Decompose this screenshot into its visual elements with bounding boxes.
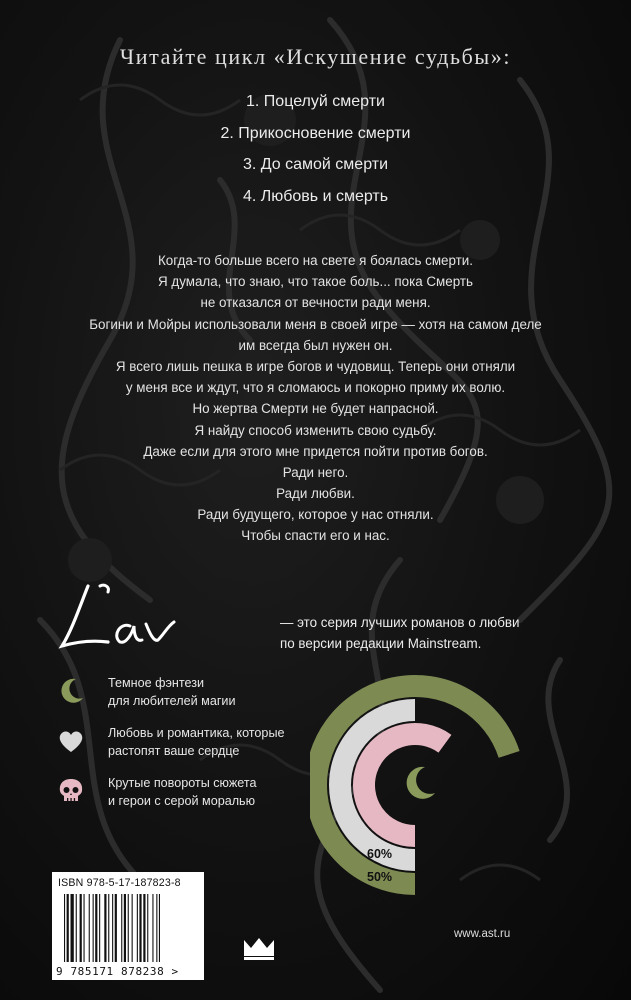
barcode-stripe [93, 894, 94, 962]
blurb-line: Ради любви. [276, 486, 355, 502]
percent-label-50: 50% [367, 870, 393, 884]
book-title: 3. До самой смерти [242, 156, 389, 173]
barcode-stripe [143, 894, 145, 962]
blurb-line: Даже если для этого мне придется пойти против богов. [143, 443, 488, 459]
barcode-stripe [95, 894, 97, 962]
barcode-stripe [147, 894, 148, 962]
barcode-stripe [115, 894, 117, 962]
book-title: 2. Прикосновение смерти [220, 124, 411, 142]
blurb-line: Ради будущего, которое у нас отняли. [197, 507, 434, 523]
series-title: Читайте цикл «Искушение судьбы»: [119, 44, 512, 69]
barcode-stripe [121, 894, 122, 962]
percent-label-70: 70% [367, 893, 393, 907]
barcode-stripe [67, 894, 69, 962]
barcode-stripe [124, 894, 126, 962]
barcode-stripe [76, 894, 77, 962]
barcode-stripe [159, 894, 160, 962]
radial-chart-svg [310, 670, 550, 920]
percent-label-60: 60% [367, 847, 393, 861]
barcode-stripe [139, 894, 141, 962]
blurb-line: Ради него. [282, 464, 349, 480]
barcode-digits: 9 785171 878238 > [56, 965, 179, 978]
barcode-stripe [132, 894, 133, 962]
book-title: 1. Поцелуй смерти [246, 93, 385, 110]
crown-logo-icon [242, 936, 276, 962]
lav-logo [54, 578, 184, 658]
blurb-line: Я думала, что знаю, что такое боль... пока Смерть [158, 274, 473, 290]
crescent-moon-icon [407, 767, 435, 799]
blurb-line: не отказался от вечности ради меня. [200, 295, 431, 311]
book-list [0, 86, 631, 212]
barcode-stripe [112, 894, 113, 962]
website-link[interactable]: www.ast.ru [454, 928, 511, 940]
skull-icon [56, 776, 86, 806]
blurb-line: им всегда был нужен он. [238, 337, 393, 353]
blurb-line: Когда-то больше всего на свете я боялась смерти. [158, 253, 473, 268]
book-title: 4. Любовь и смерть [242, 187, 389, 205]
blurb-text [30, 250, 601, 547]
barcode-stripe [137, 894, 138, 962]
barcode-icon [64, 894, 194, 964]
barcode-stripe [64, 894, 65, 962]
radial-bar-chart [310, 670, 550, 925]
lav-description [280, 612, 610, 654]
lav-description-line: по версии редакции Mainstream. [280, 636, 482, 651]
barcode-stripe [128, 894, 129, 962]
lav-description-line: — это серия лучших романов о любви [280, 615, 520, 630]
barcode-stripe [71, 894, 74, 962]
barcode-stripe [152, 894, 153, 962]
blurb-line: Но жертва Смерти не будет напрасной. [192, 401, 439, 417]
barcode-stripe [84, 894, 85, 962]
blurb-line: Богини и Мойры использовали меня в своей игре — хотя на самом деле [89, 316, 542, 332]
isbn-text: ISBN 978-5-17-187823-8 [58, 877, 181, 889]
feature-text: растопят ваше сердце [108, 744, 240, 758]
barcode-stripe [156, 894, 157, 962]
barcode-stripe [104, 894, 106, 962]
feature-text: и герои с серой моралью [108, 794, 256, 808]
heart-icon [56, 726, 86, 756]
blurb-line: Я найду способ изменить свою судьбу. [194, 422, 437, 438]
barcode-box [52, 872, 204, 980]
barcode-stripe [99, 894, 100, 962]
blurb-line: Чтобы спасти его и нас. [241, 528, 390, 544]
blurb-line: у меня все и ждут, что я сломаюсь и покорно приму их волю. [125, 380, 506, 396]
barcode-stripe [108, 894, 109, 962]
radial-bar-60 [364, 734, 445, 836]
feature-text: для любителей магии [108, 694, 236, 708]
feature-text: Темное фэнтези [108, 676, 205, 690]
barcode-stripe [89, 894, 90, 962]
barcode-stripe [80, 894, 82, 962]
feature-text: Любовь и романтика, которые [108, 726, 285, 740]
blurb-line: Я всего лишь пешка в игре богов и чудовищ. Теперь они отняли [115, 358, 516, 374]
crescent-moon-icon [56, 676, 86, 706]
feature-text: Крутые повороты сюжета [108, 776, 257, 790]
